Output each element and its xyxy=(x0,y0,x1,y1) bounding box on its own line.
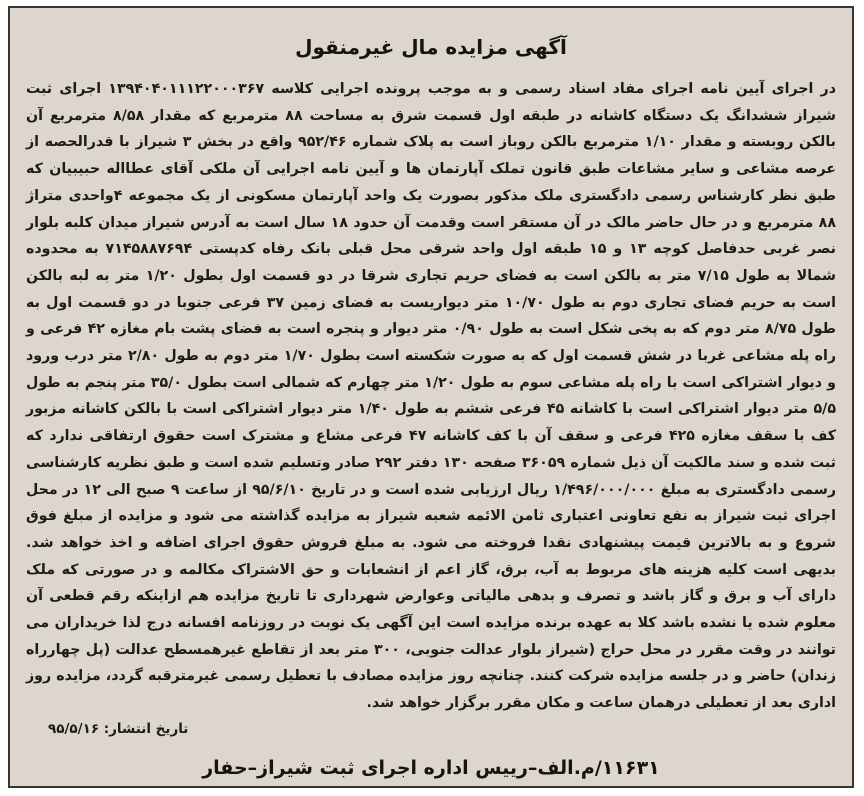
notice-title: آگهی مزایده مال غیرمنقول xyxy=(295,35,567,59)
auction-notice xyxy=(8,6,854,788)
notice-body: در اجرای آیین نامه اجرای مفاد اسناد رسمی و به موجب پرونده اجرایی کلاسه ۱۳۹۴۰۴۰۱۱۱۲۲۰۰۰۳۶۷ اجرای ثبت شیراز ششدانگ یک دستگاه کاشانه در طبقه اول قسمت شرق به مساحت ۸۸ مترمربع که مقدار ۸/۵۸ مترمربع آن بالکن روبسته و مقدار ۱/۱۰ مترمربع بالکن روباز است به پلاک شماره ۹۵۲/۴۶ واقع در بخش ۳ شیراز با قدرالحصه از عرصه مشاعی و سایر مشاعات طبق قانون تملک آپارتمان ها و آیین نامه اجرایی آن ملکی آقای عطااله حبیبیان که طبق نظر کارشناس رسمی دادگستری ملک مذکور بصورت یک واحد آپارتمان مسکونی از یک مجموعه ۴واحدی متراژ ۸۸ مترمربع و در حال حاضر مالک در آن مستقر است وقدمت آن حدود ۱۸ سال است به آدرس شیراز میدان کلبه بلوار نصر غربی حدفاصل کوچه ۱۳ و ۱۵ طبقه اول واحد شرقی محل قبلی بانک رفاه کدپستی ۷۱۴۵۸۸۷۶۹۴ به محدوده شمالا به طول ۷/۱۵ متر به بالکن است به فضای حریم تجاری شرقا در دو قسمت اول بطول ۱/۲۰ متر به لبه بالکن است به حریم فضای تجاری دوم به طول ۱۰/۷۰ متر دیواریست به فضای زمین ۳۷ فرعی جنوبا در دو قسمت اول به طول ۸/۷۵ متر دوم که به پخی شکل است به طول ۰/۹۰ متر دیوار و پنجره است به فضای پشت بام مغازه ۴۲ فرعی و راه پله مشاعی غربا در شش قسمت اول که به صورت شکسته است بطول ۱/۷۰ متر دوم به طول ۲/۸۰ متر درب ورود و دیوار اشتراکی است با راه پله مشاعی سوم به طول ۱/۲۰ متر چهارم که شمالی است بطول ۳۵/۰ متر پنجم به طول ۵/۵ متر دیوار اشتراکی است با کاشانه ۴۵ فرعی ششم به طول ۱/۴۰ متر دیوار اشتراکی است با بالکن کاشانه مزبور کف با سقف مغازه ۴۲۵ فرعی و سقف آن با کف کاشانه ۴۷ فرعی مشاع و مشترک است حقوق ارتفاقی ندارد که ثبت شده و سند مالکیت آن ذیل شماره ۳۶۰۵۹ صفحه ۱۳۰ دفتر ۲۹۲ صادر وتسلیم شده است و طبق نظریه کارشناسی رسمی دادگستری به مبلغ ۱/۴۹۶/۰۰۰/۰۰۰ ریال ارزیابی شده است و در تاریخ ۹۵/۶/۱۰ از ساعت ۹ صبح الی ۱۲ در محل اجرای ثبت شیراز به نفع تعاونی اعتباری ثامن الائمه شعبه شیراز به مزایده گذاشته می شود و مزایده از مبلغ فوق شروع و به بالاترین قیمت پیشنهادی نقدا فروخته می شود. به مبلغ فروش حقوق اجرای اضافه و اخذ خواهد شد. بدیهی است کلیه هزینه های مربوط به آب، برق، گاز اعم از انشعابات و حق الاشتراک مکالمه و در صورتی که ملک دارای آب و برق و گاز باشد و تصرف و بدهی مالیاتی وعوارض شهرداری تا تاریخ مزایده هم ازاینکه رقم قطعی آن معلوم شده یا نشده باشد کلا به عهده برنده مزایده است این آگهی یک نوبت در روزنامه افسانه درج لذا خریداران می توانند در وقت مقرر در محل حراج (شیراز بلوار عدالت جنوبی، ۳۰۰ متر بعد از تقاطع غیرهمسطح عدالت (پل چهارراه زندان) حاضر و در جلسه مزایده شرکت کنند. چنانچه روز مزایده مصادف با تعطیل رسمی غیرمترقبه گردد، مزایده روز اداری بعد از تعطیلی درهمان ساعت و مکان مقرر برگزار خواهد شد. xyxy=(26,81,837,712)
notice-signature: ۱۱۶۳۱/م.الف–رییس اداره اجرای ثبت شیراز–حفار xyxy=(202,756,660,779)
publication-date: تاریخ انتشار: ۹۵/۵/۱۶ xyxy=(48,720,189,737)
